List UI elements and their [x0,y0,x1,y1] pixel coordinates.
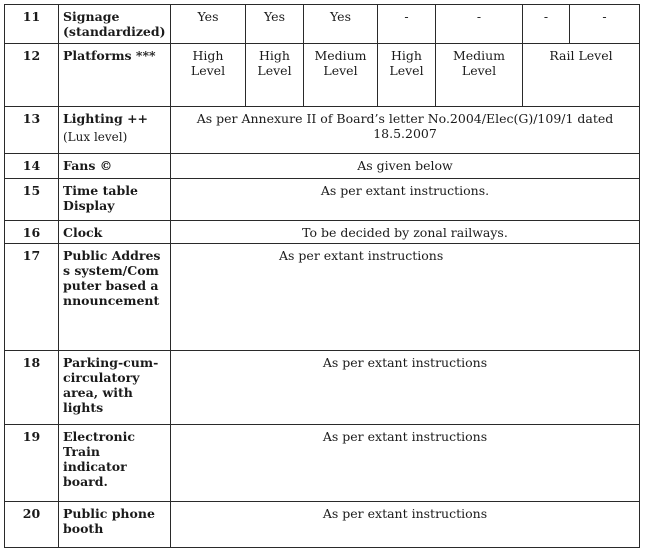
cell-text: As per extant instructions. [171,179,640,220]
row-number: 20 [5,502,59,548]
row-number: 19 [5,424,59,502]
table-row [5,220,640,244]
cell-value: Medium Level [436,44,523,106]
cell-value: Medium Level [304,44,378,106]
table-row [5,424,640,502]
row-number: 17 [5,244,59,351]
item-sublabel: (Lux level) [63,129,128,144]
row-number: 18 [5,351,59,425]
table-row [5,179,640,220]
cell-value: Rail Level [523,44,640,106]
cell-text: As per Annexure II of Board’s letter No.2004/Elec(G)/109/1 dated 18.5.2007 [171,106,640,154]
table-row [5,5,640,44]
cell-value: Yes [171,5,246,44]
item-label: Public phone booth [59,502,171,548]
cell-value: High Level [378,44,436,106]
row-number: 11 [5,5,59,44]
cell-text: To be decided by zonal railways. [171,220,640,244]
item-label: Fans © [59,154,171,179]
cell-value: High Level [171,44,246,106]
cell-value: - [523,5,570,44]
item-label: Public Address system/Computer based announcement [59,244,171,351]
station-amenities-table [4,4,640,548]
item-label: Lighting ++ [63,110,149,126]
cell-value: Yes [246,5,304,44]
row-number: 12 [5,44,59,106]
item-label: Platforms *** [59,44,171,106]
item-label: Parking-cum-circulatory area, with lights [59,351,171,425]
row-number: 14 [5,154,59,179]
cell-value: - [378,5,436,44]
table-row [5,106,640,154]
table-row [5,244,640,351]
cell-text: As per extant instructions [171,424,640,502]
cell-value: Yes [304,5,378,44]
item-label: Electronic Train indicator board. [59,424,171,502]
table-row [5,351,640,425]
cell-text: As per extant instructions [171,502,640,548]
table-row [5,154,640,179]
cell-text: As per extant instructions [171,351,640,425]
cell-value: - [570,5,640,44]
cell-value: - [436,5,523,44]
row-number: 15 [5,179,59,220]
table-row [5,44,640,106]
cell-text: As per extant instructions [171,244,640,351]
item-label: Clock [59,220,171,244]
table-row [5,502,640,548]
cell-value: High Level [246,44,304,106]
cell-text: As given below [171,154,640,179]
item-label-cell [59,106,171,154]
item-label: Signage (standardized) [59,5,171,44]
item-label: Time table Display [59,179,171,220]
row-number: 13 [5,106,59,154]
row-number: 16 [5,220,59,244]
